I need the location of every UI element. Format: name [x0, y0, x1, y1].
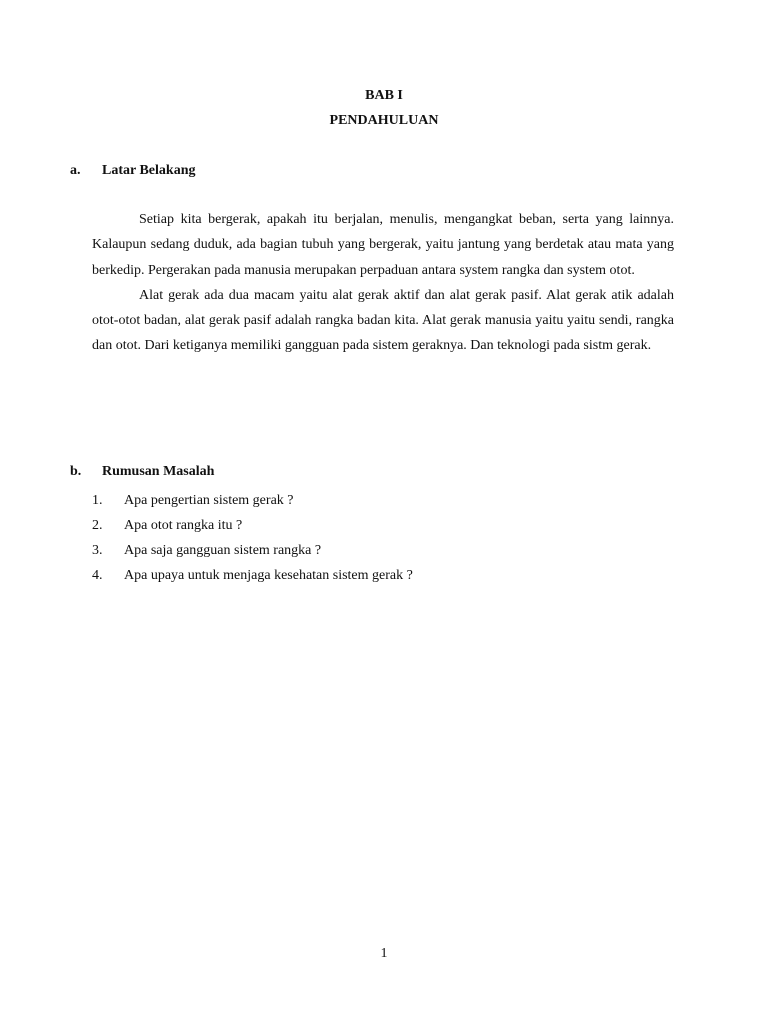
- section-heading-latar-belakang: [70, 163, 195, 179]
- list-item-number: 2.: [92, 518, 103, 533]
- list-item-text: Apa saja gangguan sistem rangka ?: [124, 543, 322, 558]
- problem-list: [92, 488, 413, 588]
- list-item: [92, 513, 413, 538]
- paragraph: Alat gerak ada dua macam yaitu alat gerak aktif dan alat gerak pasif. Alat gerak atik adalah otot-otot badan, alat gerak pasif adalah rangka badan kita. Alat gerak manusia yaitu yaitu sendi, rangka dan otot. Dari ketiganya memiliki gangguan pada sistem geraknya. Dan teknologi pada sistm gerak.: [92, 287, 674, 354]
- list-item-number: 4.: [92, 568, 103, 583]
- page-number: 1: [380, 946, 388, 961]
- list-item: [92, 488, 413, 513]
- paragraph: Setiap kita bergerak, apakah itu berjalan, menulis, mengangkat beban, serta yang lainnya. Kalaupun sedang duduk, ada bagian tubuh yang bergerak, yaitu jantung yang berdetak atau mata yang berkedip. Pergerakan pada manusia merupakan perpaduan antara system rangka dan system otot.: [92, 212, 674, 278]
- section-heading-rumusan-masalah: [70, 464, 214, 480]
- list-item: [92, 563, 413, 588]
- chapter-number: BAB I: [365, 88, 403, 103]
- list-item-text: Apa pengertian sistem gerak ?: [124, 493, 294, 508]
- list-item: [92, 538, 413, 563]
- list-item-number: 1.: [92, 493, 103, 508]
- list-item-text: Apa upaya untuk menjaga kesehatan sistem gerak ?: [124, 568, 413, 583]
- section-body-latar-belakang: [92, 207, 674, 359]
- section-marker: b.: [70, 464, 82, 479]
- list-item-text: Apa otot rangka itu ?: [124, 518, 243, 533]
- list-item-number: 3.: [92, 543, 103, 558]
- section-title: Rumusan Masalah: [102, 464, 215, 479]
- section-marker: a.: [70, 163, 81, 178]
- chapter-title: PENDAHULUAN: [329, 113, 439, 128]
- section-title: Latar Belakang: [102, 163, 196, 178]
